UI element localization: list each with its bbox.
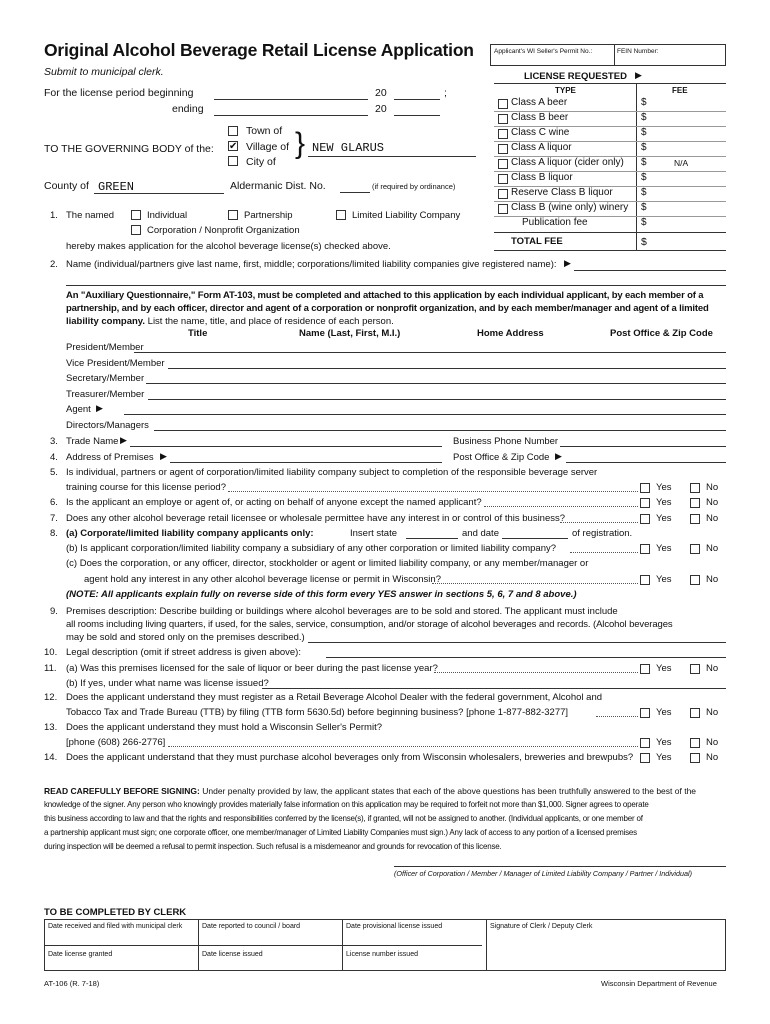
yes-checkbox[interactable] xyxy=(640,708,650,718)
period-begin-field[interactable] xyxy=(214,99,368,100)
corporation-label: Corporation / Nonprofit Organization xyxy=(147,225,300,236)
page-title: Original Alcohol Beverage Retail License Application xyxy=(44,40,474,60)
q3-num: 3. xyxy=(50,436,58,447)
license-fee-dollar[interactable]: $ xyxy=(641,217,647,228)
officer-role-label: Secretary/Member xyxy=(66,373,145,384)
yes-label: Yes xyxy=(656,574,672,585)
col-title: Title xyxy=(188,328,208,339)
license-fee-dollar[interactable]: $ xyxy=(641,172,647,183)
q9-line-3: may be sold and stored only on the premises described.) xyxy=(66,632,305,643)
period-end-field[interactable] xyxy=(214,115,368,116)
q4-num: 4. xyxy=(50,452,58,463)
no-checkbox[interactable] xyxy=(690,498,700,508)
license-number-cell[interactable]: License number issued xyxy=(346,951,418,958)
no-label: No xyxy=(706,707,719,718)
aux-line-2: partnership, and by each officer, director and agent of a corporation or nonprofit organization, and by each member/manager and agent of a limited xyxy=(66,303,709,314)
yes-checkbox[interactable] xyxy=(640,544,650,554)
license-type-checkbox[interactable] xyxy=(498,204,508,214)
corporation-checkbox[interactable] xyxy=(131,225,141,235)
trade-name-field[interactable] xyxy=(130,446,442,447)
yes-checkbox[interactable] xyxy=(640,575,650,585)
q2-num: 2. xyxy=(50,259,58,270)
cider-fee-na: N/A xyxy=(674,158,689,168)
yes-checkbox[interactable] xyxy=(640,498,650,508)
q13-num: 13. xyxy=(44,722,58,733)
type-header: TYPE xyxy=(555,86,576,95)
no-label: No xyxy=(706,497,719,508)
officer-details-field[interactable] xyxy=(134,352,726,353)
q8a-bold: (a) Corporate/limited liability company applicants only: xyxy=(66,528,314,539)
q13-line-1: Does the applicant understand they must hold a Wisconsin Seller's Permit? xyxy=(66,722,383,733)
yes-label: Yes xyxy=(656,707,672,718)
q8a-reg: of registration. xyxy=(572,528,633,539)
license-table-title: LICENSE REQUESTED xyxy=(524,71,627,82)
yes-label: Yes xyxy=(656,482,672,493)
no-label: No xyxy=(706,543,719,554)
yes-label: Yes xyxy=(656,737,672,748)
license-type-checkbox[interactable] xyxy=(498,129,508,139)
subtitle: Submit to municipal clerk. xyxy=(44,66,164,78)
q11a: (a) Was this premises licensed for the sale of liquor or beer during the past license year? xyxy=(66,663,438,674)
no-label: No xyxy=(706,752,719,763)
aux-l3-normal: List the name, title, and place of residence of each person. xyxy=(147,316,394,327)
no-checkbox[interactable] xyxy=(690,575,700,585)
q10-num: 10. xyxy=(44,647,58,658)
town-label: Town of xyxy=(246,125,283,137)
clerk-signature-cell[interactable]: Signature of Clerk / Deputy Clerk xyxy=(490,923,593,930)
town-checkbox[interactable] xyxy=(228,126,238,136)
license-fee-dollar[interactable]: $ xyxy=(641,112,647,123)
city-checkbox[interactable] xyxy=(228,156,238,166)
q12-num: 12. xyxy=(44,692,58,703)
q9-line-1: Premises description: Describe building or buildings where alcohol beverages are to be sold and stored. The applicant must include xyxy=(66,606,618,617)
q9-num: 9. xyxy=(50,606,58,617)
license-type-label: Publication fee xyxy=(522,217,588,228)
q2-text: Name (individual/partners give last name, first, middle; corporations/limited liability companies give registered name): xyxy=(66,259,557,270)
department: Wisconsin Department of Revenue xyxy=(601,979,717,988)
signature-caption: (Officer of Corporation / Member / Manager of Limited Liability Company / Partner / Individual) xyxy=(394,869,693,878)
signing-l1: Under penalty provided by law, the applicant states that each of the above questions has been truthfully answered to the best of the xyxy=(202,786,697,796)
reg-date-field[interactable] xyxy=(502,538,568,539)
officer-details-field[interactable] xyxy=(154,430,726,431)
signing-bold: READ CAREFULLY BEFORE SIGNING: xyxy=(44,786,200,796)
fee-header: FEE xyxy=(672,86,688,95)
officer-details-field[interactable] xyxy=(168,368,726,369)
no-label: No xyxy=(706,574,719,585)
no-checkbox[interactable] xyxy=(690,544,700,554)
q11-num: 11. xyxy=(44,663,57,674)
phone-field[interactable] xyxy=(560,446,726,447)
no-label: No xyxy=(706,482,719,493)
signature-field[interactable] xyxy=(394,866,726,867)
q8b: (b) Is applicant corporation/limited liability company a subsidiary of any other corporation or limited liability company? xyxy=(66,543,557,554)
q1-label: The named xyxy=(66,210,115,221)
q9-line-2: all rooms including living quarters, if used, for the sales, service, consumption, and/or storage of alcohol beverages and records. (Alcohol beverages xyxy=(66,619,673,630)
county-value[interactable]: GREEN xyxy=(98,180,135,194)
arrow-right-icon: ▶ xyxy=(120,435,127,445)
q8c-line-2: agent hold any interest in any other alcohol beverage license or permit in Wisconsin? xyxy=(84,574,441,585)
license-fee-dollar[interactable]: $ xyxy=(641,127,647,138)
license-type-checkbox[interactable] xyxy=(498,189,508,199)
individual-label: Individual xyxy=(147,210,188,221)
officer-details-field[interactable] xyxy=(146,383,726,384)
applicant-name-field-2[interactable] xyxy=(66,285,726,286)
license-fee-dollar[interactable]: $ xyxy=(641,142,647,153)
total-fee-label: TOTAL FEE xyxy=(511,236,563,247)
license-fee-dollar[interactable]: $ xyxy=(641,187,647,198)
permit-label: Applicant's WI Seller's Permit No.: xyxy=(494,48,593,55)
fein-label: FEIN Number: xyxy=(617,48,659,55)
officer-details-field[interactable] xyxy=(148,399,726,400)
no-checkbox[interactable] xyxy=(690,664,700,674)
license-type-label: Class B liquor xyxy=(511,172,573,183)
col-name: Name (Last, First, M.I.) xyxy=(299,328,401,339)
q8a-date: and date xyxy=(462,528,499,539)
license-fee-dollar[interactable]: $ xyxy=(641,97,647,108)
license-fee-dollar[interactable]: $ xyxy=(641,202,647,213)
premises-desc-field[interactable] xyxy=(308,642,726,643)
q8a-state: Insert state xyxy=(350,528,397,539)
date-issued-cell[interactable]: Date license issued xyxy=(202,951,263,958)
year-prefix-1: 20 xyxy=(375,87,387,99)
q8c-line-1: (c) Does the corporation, or any officer, director, stockholder or agent or limited liability company, or any member/manager or xyxy=(66,558,589,569)
q11b: (b) If yes, under what name was license issued? xyxy=(66,678,269,689)
governing-label: TO THE GOVERNING BODY of the: xyxy=(44,143,214,155)
period-end-year[interactable] xyxy=(394,115,440,116)
aux-line-1: An "Auxiliary Questionnaire," Form AT-103, must be completed and attached to this application by each individual applicant, by each member of a xyxy=(66,290,704,301)
yes-checkbox[interactable] xyxy=(640,753,650,763)
license-type-checkbox[interactable] xyxy=(498,159,508,169)
officer-role-label: President/Member xyxy=(66,342,144,353)
q5-line-2: training course for this license period? xyxy=(66,482,227,493)
yes-label: Yes xyxy=(656,543,672,554)
no-checkbox[interactable] xyxy=(690,514,700,524)
signing-line-1 xyxy=(44,786,696,796)
aux-l3-bold: liability company. xyxy=(66,316,146,327)
date-received-cell[interactable]: Date received and filed with municipal clerk xyxy=(48,923,183,930)
officer-role-label: Vice President/Member xyxy=(66,357,165,369)
arrow-right-icon: ▶ xyxy=(96,403,103,413)
license-type-checkbox[interactable] xyxy=(498,114,508,124)
col-po: Post Office & Zip Code xyxy=(610,328,713,339)
village-label: Village of xyxy=(246,141,290,153)
q8-note: (NOTE: All applicants explain fully on reverse side of this form every YES answer in sections 5, 6, 7 and 8 above.) xyxy=(66,589,577,600)
llc-label: Limited Liability Company xyxy=(352,210,461,221)
no-label: No xyxy=(706,737,719,748)
total-fee-dollar[interactable]: $ xyxy=(641,236,647,248)
state-field[interactable] xyxy=(406,538,458,539)
no-checkbox[interactable] xyxy=(690,753,700,763)
county-label: County of xyxy=(44,180,89,192)
license-fee-dollar[interactable]: $ xyxy=(641,157,647,168)
prev-license-name-field[interactable] xyxy=(262,688,726,689)
q10-line-1: Legal description (omit if street address is given above): xyxy=(66,647,301,658)
applicant-name-field[interactable] xyxy=(574,270,726,271)
signing-line-3: this business according to law and that the rights and responsibilities conferred by the license(s), if granted, will not be assigned to another. (Individual applicants, or one member of xyxy=(44,814,643,823)
partnership-label: Partnership xyxy=(244,210,293,221)
no-label: No xyxy=(706,513,719,524)
village-checkbox[interactable]: ✔ xyxy=(229,141,238,152)
yes-checkbox[interactable] xyxy=(640,738,650,748)
semicolon: ; xyxy=(444,87,447,99)
trade-name-label: Trade Name xyxy=(66,436,119,447)
district-field[interactable] xyxy=(340,192,370,193)
yes-label: Yes xyxy=(656,663,672,674)
year-prefix-2: 20 xyxy=(375,103,387,115)
individual-checkbox[interactable] xyxy=(131,210,141,220)
arrow-right-icon: ▶ xyxy=(564,258,571,268)
brace: } xyxy=(295,127,306,160)
license-type-label: Class B beer xyxy=(511,112,569,123)
col-address: Home Address xyxy=(477,328,544,339)
q1-num: 1. xyxy=(50,210,58,221)
q8-num: 8. xyxy=(50,528,58,539)
date-provisional-cell[interactable]: Date provisional license issued xyxy=(346,923,443,930)
officer-role-label: Directors/Managers xyxy=(66,419,149,431)
q14-line-1: Does the applicant understand that they must purchase alcohol beverages only from Wisconsin wholesalers, breweries and brewpubs? xyxy=(66,752,634,763)
q1-tail: hereby makes application for the alcohol beverage license(s) checked above. xyxy=(66,241,391,252)
license-type-label: Class A liquor (cider only) xyxy=(511,157,624,168)
period-begin-label: For the license period beginning xyxy=(44,87,194,99)
q6-num: 6. xyxy=(50,497,58,508)
signing-line-2: knowledge of the signer. Any person who knowingly provides materially false information on this application may be required to forfeit not more than $1,000. Signer agrees to operate xyxy=(44,800,649,809)
clerk-title: TO BE COMPLETED BY CLERK xyxy=(44,907,187,918)
q7-num: 7. xyxy=(50,513,58,524)
officer-role-label: Treasurer/Member xyxy=(66,388,145,400)
license-type-label: Class A beer xyxy=(511,97,568,108)
no-checkbox[interactable] xyxy=(690,483,700,493)
license-type-label: Class B (wine only) winery xyxy=(511,202,629,213)
yes-checkbox[interactable] xyxy=(640,483,650,493)
license-type-label: Reserve Class B liquor xyxy=(511,187,613,198)
phone-label: Business Phone Number xyxy=(453,436,559,447)
signing-line-5: during inspection will be deemed a refusal to permit inspection. Such refusal is a misdemeanor and grounds for revocation of this license. xyxy=(44,842,502,851)
q5-num: 5. xyxy=(50,467,58,478)
signing-line-4: a partnership applicant must sign; one corporate officer, one member/manager of Limited Liability Companies must sign.) Any lack of access to any portion of a licensed premises xyxy=(44,828,637,837)
date-granted-cell[interactable]: Date license granted xyxy=(48,951,113,958)
period-end-label: ending xyxy=(172,103,204,115)
q6-line-1: Is the applicant an employe or agent of, or acting on behalf of anyone except the named applicant? xyxy=(66,497,482,508)
date-reported-cell[interactable]: Date reported to council / board xyxy=(202,923,301,930)
q7-line-1: Does any other alcohol beverage retail licensee or wholesale permittee have any interest in or control of this business? xyxy=(66,513,566,524)
license-type-label: Class C wine xyxy=(511,127,570,138)
partnership-checkbox[interactable] xyxy=(228,210,238,220)
license-type-label: Class A liquor xyxy=(511,142,572,153)
yes-checkbox[interactable] xyxy=(640,664,650,674)
district-note: (if required by ordinance) xyxy=(372,182,456,191)
llc-checkbox[interactable] xyxy=(336,210,346,220)
license-type-checkbox[interactable] xyxy=(498,144,508,154)
license-type-checkbox[interactable] xyxy=(498,99,508,109)
po-field[interactable] xyxy=(566,462,726,463)
aux-line-3 xyxy=(66,316,394,327)
yes-checkbox[interactable] xyxy=(640,514,650,524)
license-type-checkbox[interactable] xyxy=(498,174,508,184)
yes-label: Yes xyxy=(656,513,672,524)
premises-address-label: Address of Premises xyxy=(66,452,154,463)
arrow-right-icon: ▶ xyxy=(555,451,562,461)
arrow-right-icon: ▶ xyxy=(635,70,642,80)
municipality-value[interactable]: NEW GLARUS xyxy=(312,141,385,155)
form-number: AT-106 (R. 7-18) xyxy=(44,979,100,988)
no-checkbox[interactable] xyxy=(690,738,700,748)
officer-role-label: Agent xyxy=(66,404,91,415)
yes-label: Yes xyxy=(656,752,672,763)
district-label: Aldermanic Dist. No. xyxy=(230,180,326,192)
no-checkbox[interactable] xyxy=(690,708,700,718)
legal-desc-field[interactable] xyxy=(326,657,726,658)
officer-details-field[interactable] xyxy=(124,414,726,415)
q13-line-2: [phone (608) 266-2776] xyxy=(66,737,166,748)
yes-label: Yes xyxy=(656,497,672,508)
po-label: Post Office & Zip Code xyxy=(453,452,550,463)
premises-address-field[interactable] xyxy=(170,462,442,463)
city-label: City of xyxy=(246,156,276,168)
arrow-right-icon: ▶ xyxy=(160,451,167,461)
q12-line-1: Does the applicant understand they must register as a Retail Beverage Alcohol Dealer with the federal government, Alcohol and xyxy=(66,692,603,703)
no-label: No xyxy=(706,663,719,674)
q14-num: 14. xyxy=(44,752,58,763)
period-begin-year[interactable] xyxy=(394,99,440,100)
q5-line-1: Is individual, partners or agent of corporation/limited liability company subject to completion of the responsible beverage server xyxy=(66,467,598,478)
q12-line-2: Tobacco Tax and Trade Bureau (TTB) by filing (TTB form 5630.5d) before beginning business? [phone 1-877-882-3277] xyxy=(66,707,569,718)
